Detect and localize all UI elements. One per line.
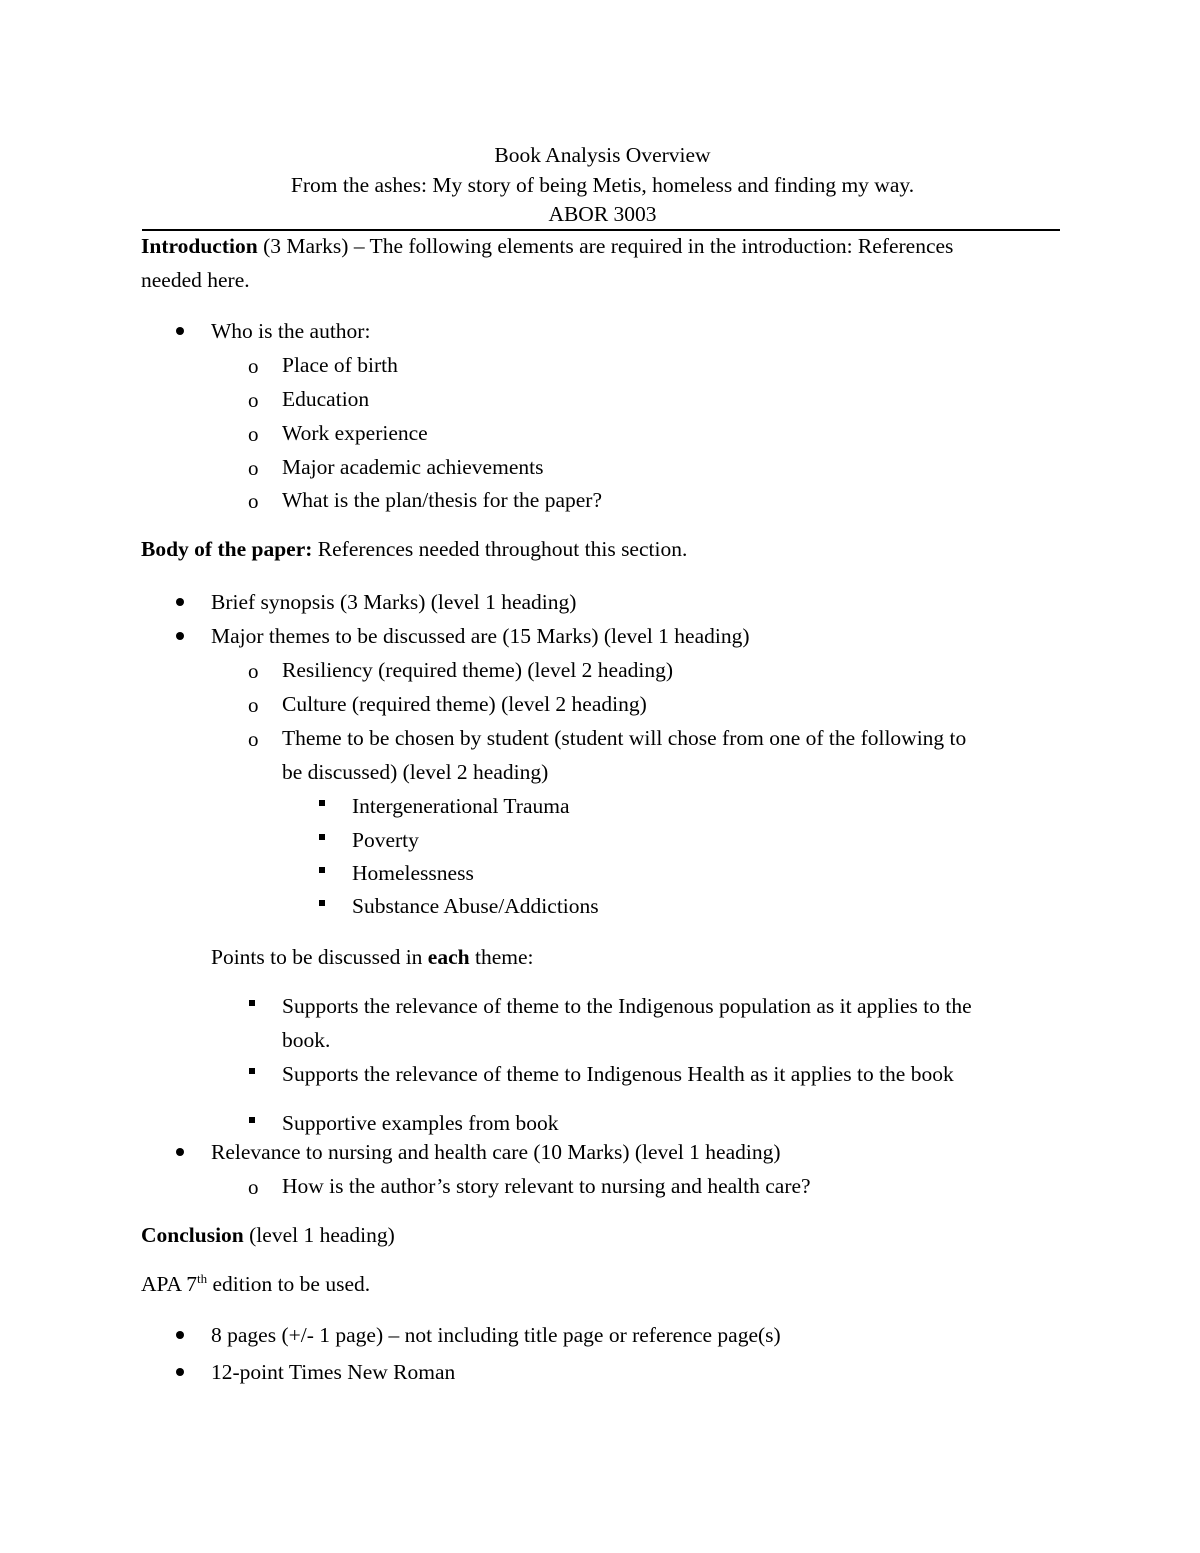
bullet-dot-icon [176, 327, 184, 335]
square-bullet-icon [319, 900, 325, 906]
circle-bullet-icon: o [248, 1175, 259, 1199]
square-bullet-icon [249, 1117, 255, 1123]
theme-item: Culture (required theme) (level 2 heading) [282, 692, 647, 716]
bullet-dot-icon [176, 598, 184, 606]
format-bullet: 12-point Times New Roman [211, 1360, 456, 1384]
body-text: References needed throughout this section. [312, 537, 688, 561]
intro-subitem: Work experience [282, 421, 428, 445]
circle-bullet-icon: o [248, 354, 259, 378]
body-bullet: Major themes to be discussed are (15 Marks) (level 1 heading) [211, 624, 750, 648]
book-title: From the ashes: My story of being Metis, homeless and finding my way. [290, 173, 915, 197]
points-intro-emphasis: each [427, 945, 470, 969]
apa-pre: APA 7 [141, 1272, 197, 1296]
theme-choice: Substance Abuse/Addictions [352, 894, 599, 918]
intro-text: (3 Marks) – The following elements are required in the introduction: References [257, 234, 954, 258]
intro-paragraph [141, 232, 953, 260]
document-title: Book Analysis Overview [494, 143, 711, 167]
body-paragraph [141, 535, 687, 563]
intro-heading: Introduction [141, 234, 258, 258]
bullet-dot-icon [176, 1148, 184, 1156]
theme-choice: Homelessness [352, 861, 474, 885]
header-divider [142, 229, 1060, 231]
points-intro-post: theme: [469, 945, 534, 969]
theme-choice: Poverty [352, 828, 419, 852]
apa-line [141, 1270, 370, 1298]
square-bullet-icon [319, 800, 325, 806]
square-bullet-icon [319, 834, 325, 840]
square-bullet-icon [319, 867, 325, 873]
body-bullet: Brief synopsis (3 Marks) (level 1 heading) [211, 590, 577, 614]
square-bullet-icon [249, 1000, 255, 1006]
bullet-dot-icon [176, 1368, 184, 1376]
theme-item-continued: be discussed) (level 2 heading) [282, 760, 549, 784]
intro-subitem: What is the plan/thesis for the paper? [282, 488, 603, 512]
points-intro-pre: Points to be discussed in [211, 945, 428, 969]
circle-bullet-icon: o [248, 388, 259, 412]
bullet-dot-icon [176, 632, 184, 640]
format-bullet: 8 pages (+/- 1 page) – not including title page or reference page(s) [211, 1323, 781, 1347]
discussion-point-continued: book. [282, 1028, 331, 1052]
apa-superscript: th [196, 1270, 208, 1286]
intro-text-line2: needed here. [141, 268, 250, 292]
nursing-bullet: Relevance to nursing and health care (10 Marks) (level 1 heading) [211, 1140, 781, 1164]
discussion-point: Supportive examples from book [282, 1111, 559, 1135]
theme-item: Theme to be chosen by student (student will chose from one of the following to [282, 726, 967, 750]
circle-bullet-icon: o [248, 693, 259, 717]
circle-bullet-icon: o [248, 456, 259, 480]
circle-bullet-icon: o [248, 727, 259, 751]
conclusion-heading: Conclusion [141, 1223, 244, 1247]
circle-bullet-icon: o [248, 659, 259, 683]
conclusion-text: (level 1 heading) [243, 1223, 395, 1247]
conclusion-paragraph [141, 1221, 395, 1249]
square-bullet-icon [249, 1068, 255, 1074]
theme-choice: Intergenerational Trauma [352, 794, 570, 818]
apa-post: edition to be used. [207, 1272, 371, 1296]
intro-bullet: Who is the author: [211, 319, 371, 343]
points-intro [211, 943, 533, 971]
bullet-dot-icon [176, 1331, 184, 1339]
intro-subitem: Education [282, 387, 370, 411]
discussion-point: Supports the relevance of theme to Indigenous Health as it applies to the book [282, 1062, 954, 1086]
intro-subitem: Major academic achievements [282, 455, 544, 479]
circle-bullet-icon: o [248, 489, 259, 513]
discussion-point: Supports the relevance of theme to the Indigenous population as it applies to the [282, 994, 972, 1018]
nursing-subitem: How is the author’s story relevant to nursing and health care? [282, 1174, 811, 1198]
body-heading: Body of the paper: [141, 537, 313, 561]
theme-item: Resiliency (required theme) (level 2 heading) [282, 658, 674, 682]
course-code: ABOR 3003 [548, 202, 657, 226]
intro-subitem: Place of birth [282, 353, 398, 377]
circle-bullet-icon: o [248, 422, 259, 446]
